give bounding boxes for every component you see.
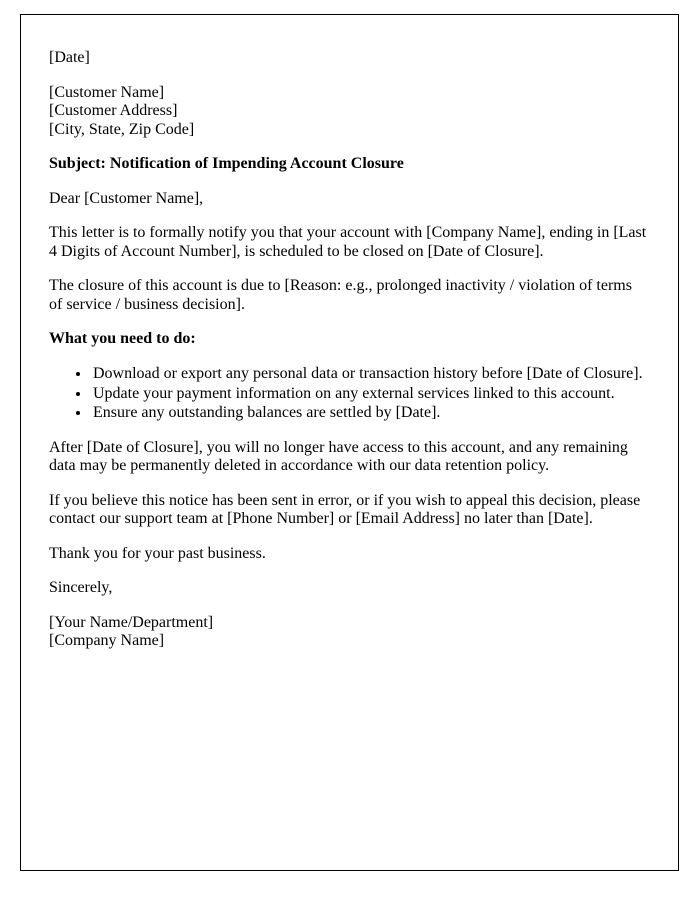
- salutation: Dear [Customer Name],: [49, 189, 204, 207]
- list-item: • Download or export any personal data or transaction history before [Date of Closure].: [91, 365, 648, 384]
- body-paragraph-2: The closure of this account is due to [Reason: e.g., prolonged inactivity / violation of terms of service / business decision].: [49, 277, 632, 313]
- recipient-name: [Customer Name]: [49, 83, 165, 101]
- body-paragraph-1: This letter is to formally notify you that your account with [Company Name], ending in [Last 4 Digits of Account Number], is scheduled to be closed on [Date of Closure].: [49, 224, 647, 260]
- list-item: • Ensure any outstanding balances are settled by [Date].: [91, 404, 648, 423]
- todo-list: [49, 365, 648, 423]
- date-line: [Date]: [49, 49, 90, 66]
- letter-page: [20, 14, 679, 871]
- body-paragraph-4: If you believe this notice has been sent in error, or if you wish to appeal this decision, please contact our support team at [Phone Number] or [Email Address] no later than [Date].: [49, 491, 641, 528]
- body-paragraph-3: After [Date of Closure], you will no longer have access to this account, and any remaining data may be permanently deleted in accordance with our data retention policy.: [49, 438, 628, 475]
- list-heading: What you need to do:: [49, 330, 196, 348]
- signature-name-department: [Your Name/Department]: [49, 613, 214, 631]
- list-item: • Update your payment information on any external services linked to this account.: [91, 385, 648, 404]
- recipient-address: [Customer Address]: [49, 102, 178, 120]
- signature-block: [49, 614, 648, 651]
- signature-company: [Company Name]: [49, 632, 165, 650]
- recipient-block: [49, 84, 648, 140]
- subject-line: Subject: Notification of Impending Account Closure: [49, 155, 404, 173]
- letter-content: [21, 15, 678, 681]
- body-paragraph-5: Thank you for your past business.: [49, 544, 266, 562]
- recipient-city-state-zip: [City, State, Zip Code]: [49, 120, 195, 138]
- closing: Sincerely,: [49, 579, 113, 597]
